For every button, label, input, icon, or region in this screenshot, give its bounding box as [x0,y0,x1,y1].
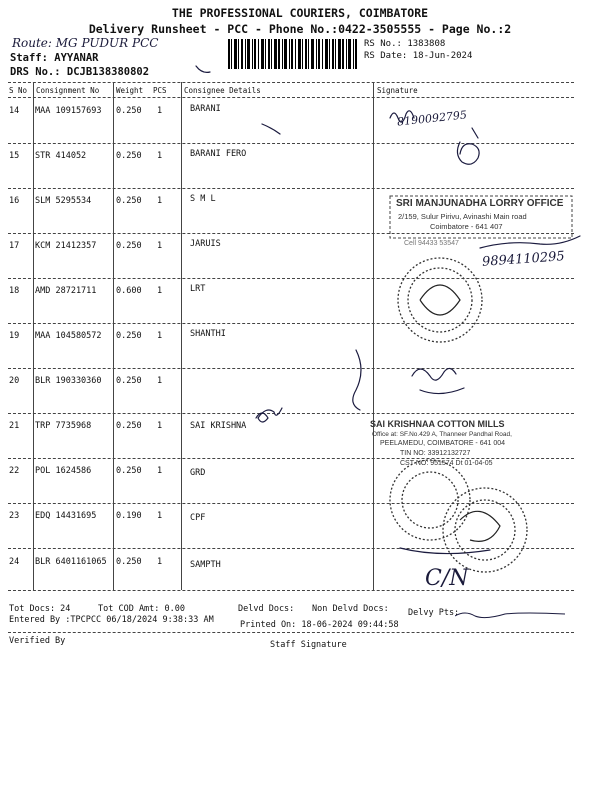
row-pcs: 1 [157,106,163,116]
row-sno: 16 [9,196,20,206]
row-sno: 17 [9,241,20,251]
row-consignee: LRT [190,284,206,294]
row-consignment: MAA 104580572 [35,331,102,341]
row-sno: 14 [9,106,20,116]
row-sno: 22 [9,466,20,476]
stamp-lorry-office-address: 2/159, Sulur Pirivu, Avinashi Main road [398,212,527,221]
runsheet-subtitle: Delivery Runsheet - PCC - Phone No.:0422-3505555 - Page No.:2 [88,22,512,36]
row-pcs: 1 [157,466,163,476]
row-consignee: SAI KRISHNA [190,421,247,431]
row-weight: 0.250 [116,106,142,116]
row-pcs: 1 [157,557,163,567]
row-pcs: 1 [157,421,163,431]
row-consignee: BARANI FERO [190,149,247,159]
rs-number: RS No.: 1383808 [364,39,446,49]
row-consignment: TRP 7735968 [35,421,92,431]
row-sno: 24 [9,557,20,567]
non-delivered-docs: Non Delvd Docs: [312,604,389,614]
row-weight: 0.250 [116,376,142,386]
row-weight: 0.250 [116,241,142,251]
row-consignee: BARANI [190,104,221,114]
verified-by: Verified By [9,636,66,646]
row-pcs: 1 [157,241,163,251]
row-pcs: 1 [157,511,163,521]
stamp-sai-krishnaa-cst: CST NO: 951574 Dt 01-04-05 [400,460,493,467]
row-consignment: EDQ 14431695 [35,511,97,521]
row-consignment: BLR 6401161065 [35,557,107,567]
total-cod-amount: Tot COD Amt: 0.00 [98,604,185,614]
row-weight: 0.250 [116,466,142,476]
company-title: THE PROFESSIONAL COURIERS, COIMBATORE [171,6,429,20]
handwritten-cn: C/N [425,566,469,591]
row-weight: 0.600 [116,286,142,296]
row-consignment: SLM 5295534 [35,196,92,206]
col-header-weight: Weight [116,86,144,95]
row-sno: 15 [9,151,20,161]
row-consignment: AMD 28721711 [35,286,97,296]
row-weight: 0.250 [116,331,142,341]
stamp-lorry-office-city: Coimbatore - 641 407 [430,222,503,231]
handwritten-phone: 8190092795 [396,108,468,129]
stamp-sai-krishnaa-tin: TIN NO: 33912132727 [400,450,471,457]
stamp-lorry-office-cell: Cell 94433 53547 [404,240,459,247]
delivered-docs: Delvd Docs: [238,604,295,614]
stamp-sai-krishnaa-city: PEELAMEDU, COIMBATORE - 641 004 [380,440,506,447]
stamp-sai-krishnaa-name: SAI KRISHNAA COTTON MILLS [370,419,505,429]
row-consignment: STR 414052 [35,151,87,161]
printed-on: Printed On: 18-06-2024 09:44:58 [240,620,399,630]
rs-date: RS Date: 18-Jun-2024 [364,51,473,61]
stamp-lorry-office-name: SRI MANJUNADHA LORRY OFFICE [396,198,564,209]
handwritten-phone: 9894110295 [481,249,566,270]
entered-by: Entered By :TPCPCC 06/18/2024 9:38:33 AM [9,615,214,625]
row-consignment: KCM 21412357 [35,241,97,251]
row-consignee: CPF [190,513,206,523]
total-docs: Tot Docs: 24 [9,604,71,614]
col-header-sno: S No [9,86,28,95]
row-weight: 0.250 [116,557,142,567]
col-header-consignment: Consignment No [36,86,100,95]
row-sno: 19 [9,331,20,341]
staff-signature: Staff Signature [270,640,347,650]
row-sno: 23 [9,511,20,521]
col-header-consignee: Consignee Details [184,86,261,95]
route-label: Route: MG PUDUR PCC [12,36,159,50]
delivery-points: Delvy Pts: [408,608,460,618]
row-consignment: BLR 190330360 [35,376,102,386]
footer-rule [8,632,574,633]
stamp-sai-krishnaa-address: Office at: SF.No.429 A, Thanneer Pandhal Road, [372,431,512,438]
row-sno: 20 [9,376,20,386]
row-weight: 0.190 [116,511,142,521]
col-header-pcs: PCS [153,86,167,95]
drs-number: DRS No.: DCJB138380802 [10,66,150,78]
row-consignment: MAA 109157693 [35,106,102,116]
row-weight: 0.250 [116,151,142,161]
row-pcs: 1 [157,286,163,296]
col-header-signature: Signature [377,86,418,95]
row-consignee: SAMPTH [190,560,221,570]
row-pcs: 1 [157,331,163,341]
row-pcs: 1 [157,196,163,206]
row-consignee: GRD [190,468,206,478]
row-sno: 18 [9,286,20,296]
row-consignee: S M L [190,194,216,204]
staff-label: Staff: AYYANAR [10,52,99,64]
row-pcs: 1 [157,376,163,386]
row-weight: 0.250 [116,421,142,431]
row-pcs: 1 [157,151,163,161]
row-consignment: POL 1624586 [35,466,92,476]
row-consignee: JARUIS [190,239,221,249]
row-sno: 21 [9,421,20,431]
row-weight: 0.250 [116,196,142,206]
row-consignee: SHANTHI [190,329,226,339]
signature-scribble-icon [455,608,575,622]
